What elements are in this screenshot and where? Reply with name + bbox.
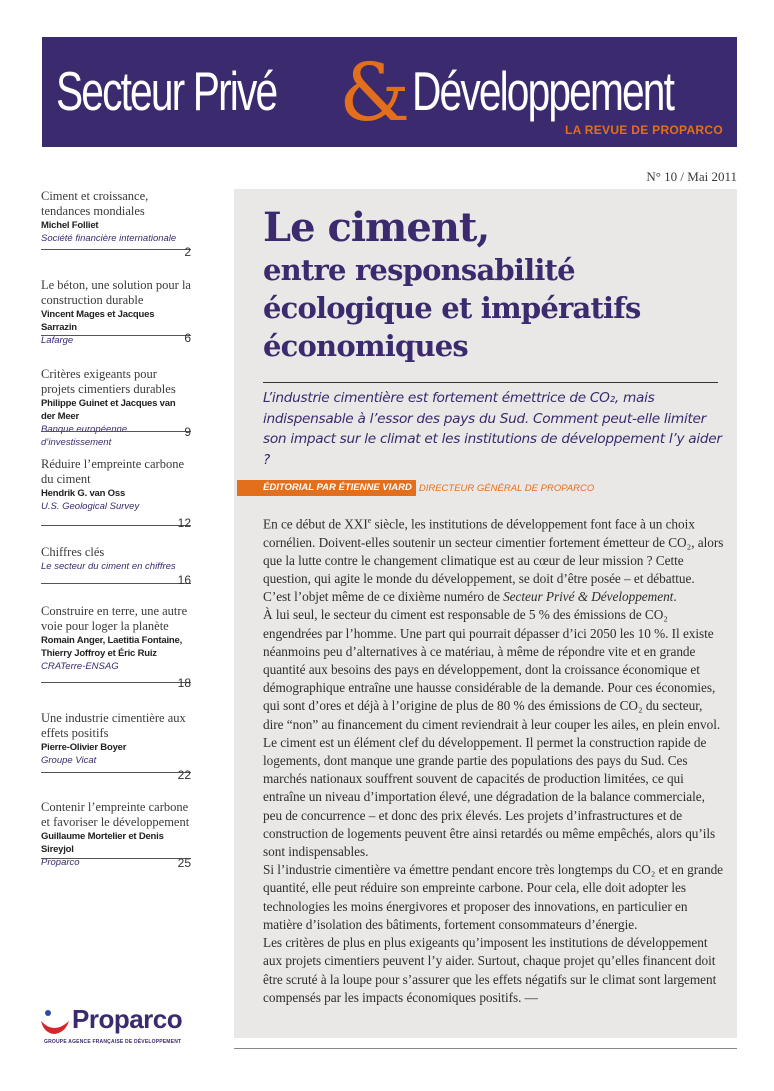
toc-item[interactable] — [41, 800, 191, 869]
toc-rule — [41, 682, 191, 683]
toc-author: Pierre-Olivier Boyer — [41, 742, 127, 753]
body-paragraph: Les critères de plus en plus exigeants qu’imposent les institutions de développement aux projets cimentiers peuvent l’y aider. Surtout, chaque projet qu’elles financent doit être scruté à la loupe pour s’assurer que les effets négatifs sur le climat sont largement compensés par les impacts économiques positifs. — — [263, 935, 717, 1005]
toc-item[interactable] — [41, 545, 191, 587]
body-paragraph — [263, 512, 725, 606]
headline-line-2: entre responsabilité — [263, 253, 575, 287]
toc-org: Banque européenne d’investissement — [41, 424, 128, 448]
toc-item[interactable] — [41, 189, 191, 259]
publication-title: Secteur Privé & Développement — [503, 589, 674, 605]
toc-title: Le béton, une solution pour la construction durable — [41, 278, 191, 307]
headline-line-1: Le ciment, — [263, 204, 490, 251]
logo-name: Proparco — [72, 1004, 183, 1034]
editorial-byline — [237, 480, 594, 496]
masthead-ampersand: & — [339, 46, 411, 139]
toc-author: Guillaume Mortelier et Denis Sireyjol — [41, 831, 164, 855]
toc-page: 6 — [184, 331, 191, 345]
toc-rule — [41, 525, 191, 526]
toc-page: 12 — [177, 516, 191, 530]
toc-org: U.S. Geological Survey — [41, 501, 140, 512]
toc-title: Chiffres clés — [41, 545, 105, 559]
toc-rule — [41, 858, 191, 859]
toc-item[interactable] — [41, 278, 191, 347]
toc-author: Michel Folliet — [41, 220, 99, 231]
body-text-run: siècle, les institutions de développement font face à un choix cornélien. Doivent-elles soutenir un secteur cimentier fortement émetteur de CO₂, alors que la lutte contre le changement climatique est au cœur de leur mission ? Cette question, qui agite le monde du développement, se doit d’être posée – et débattue. C’est l’objet même de ce dixième numéro de — [263, 516, 724, 605]
toc-title: Contenir l’empreinte carbone et favoriser le développement — [41, 800, 190, 829]
toc-author: Vincent Mages et Jacques Sarrazin — [41, 309, 155, 333]
toc-page: 18 — [177, 676, 191, 690]
toc-org: Société financière internationale — [41, 233, 177, 244]
toc-page: 25 — [177, 856, 191, 870]
issue-number: N° 10 / Mai 2011 — [646, 169, 737, 184]
headline-line-3: écologique et impératifs — [263, 291, 641, 325]
masthead-word-developpement: Développement — [412, 60, 674, 122]
body-paragraph: Si l’industrie cimentière va émettre pendant encore très longtemps du CO₂ et en grande quantité, elle peut réduire son empreinte carbone. Pour cela, elle doit adopter les technologies les moins énergivores et proposer des innovations, en particulier en matière d’isolation des bâtiments, fortement consommateurs d’énergie. — [263, 862, 724, 932]
body-paragraph: À lui seul, le secteur du ciment est responsable de 5 % des émissions de CO₂ engendrées par l’homme. Une part qui pourrait dépasser d’ici 2050 les 10 %. Il existe néanmoins peu d’alternatives à ce matériau, à même de répondre vite et en grande quantité aux besoins des pays en développement, dont la croissance économique et démographique entraîne une hausse considérable de la demande. Pour ces économies, qui sont d’ores et déjà à l’origine de plus de 80 % des émissions de CO₂ du secteur, dire “non” au financement du ciment reviendrait à leur couper les ailes, en plein envol. Le ciment est un élément clef du développement. Il permet la construction rapide de logements, dont manque une grande partie des populations des pays du Sud. Ces marchés nationaux souffrent souvent de capacités de production limitées, ce qui entraîne un niveau d’importation élevé, une dégradation de la balance commerciale, peu de concurrence – et donc des prix élevés. Les projets d’infrastructures et de construction de logements peuvent être ainsi retardés ou même empêchés, alors qu’ils sont indispensables. — [263, 607, 721, 860]
body-text-run: En ce début de XXI — [263, 516, 368, 532]
toc-title: Réduire l’empreinte carbone du ciment — [41, 457, 184, 486]
toc-author: Hendrik G. van Oss — [41, 488, 126, 499]
toc-rule — [41, 431, 191, 432]
toc-title: Une industrie cimentière aux effets positifs — [41, 711, 186, 740]
toc-author: Philippe Guinet et Jacques van der Meer — [41, 398, 176, 422]
toc-page: 22 — [177, 768, 191, 782]
article-body — [263, 512, 725, 1007]
toc-page: 16 — [177, 573, 191, 587]
masthead-word-secteur: Secteur Privé — [56, 60, 277, 122]
toc-title: Critères exigeants pour projets cimentiers durables — [41, 367, 176, 396]
proparco-logo[interactable] — [38, 1003, 183, 1048]
toc-item[interactable] — [41, 604, 191, 690]
headline-line-4: économiques — [263, 329, 468, 363]
editorial-role: DIRECTEUR GÉNÉRAL DE PROPARCO — [418, 482, 595, 494]
masthead-banner — [42, 37, 737, 147]
body-superscript: e — [367, 516, 372, 525]
proparco-logo-mark-icon — [38, 1005, 72, 1039]
toc-author: Romain Anger, Laetitia Fontaine, Thierry Joffroy et Éric Ruiz — [41, 635, 183, 659]
body-text-run: . — [673, 589, 677, 605]
toc-org: Lafarge — [41, 335, 74, 346]
article-headline — [263, 205, 733, 365]
article-lede: L’industrie cimentière est fortement émettrice de CO₂, mais indispensable à l’essor des pays du Sud. Comment peut-elle limiter son impact sur le climat et les institutions de développement l’y aider ? — [263, 390, 722, 468]
toc-title: Ciment et croissance, tendances mondiales — [41, 189, 149, 218]
headline-rule — [263, 382, 718, 383]
toc-rule — [41, 249, 191, 250]
toc-org: CRATerre-ENSAG — [41, 661, 119, 672]
toc-org: Le secteur du ciment en chiffres — [41, 561, 176, 572]
toc-rule — [41, 335, 191, 336]
toc-org: Proparco — [41, 857, 80, 868]
editorial-tag: ÉDITORIAL PAR ÉTIENNE VIARD — [237, 480, 416, 496]
toc-page: 9 — [184, 425, 191, 439]
toc-org: Groupe Vicat — [41, 755, 97, 766]
toc-item[interactable] — [41, 457, 191, 530]
bottom-rule — [234, 1048, 737, 1049]
toc-rule — [41, 583, 191, 584]
masthead-subtitle: LA REVUE DE PROPARCO — [564, 123, 723, 137]
toc-item[interactable] — [41, 711, 191, 782]
toc-page: 2 — [184, 245, 191, 259]
toc-rule — [41, 772, 191, 773]
toc-item[interactable] — [41, 367, 191, 449]
toc-title: Construire en terre, une autre voie pour loger la planète — [41, 604, 188, 633]
logo-tagline: GROUPE AGENCE FRANÇAISE DE DÉVELOPPEMENT — [44, 1039, 182, 1045]
